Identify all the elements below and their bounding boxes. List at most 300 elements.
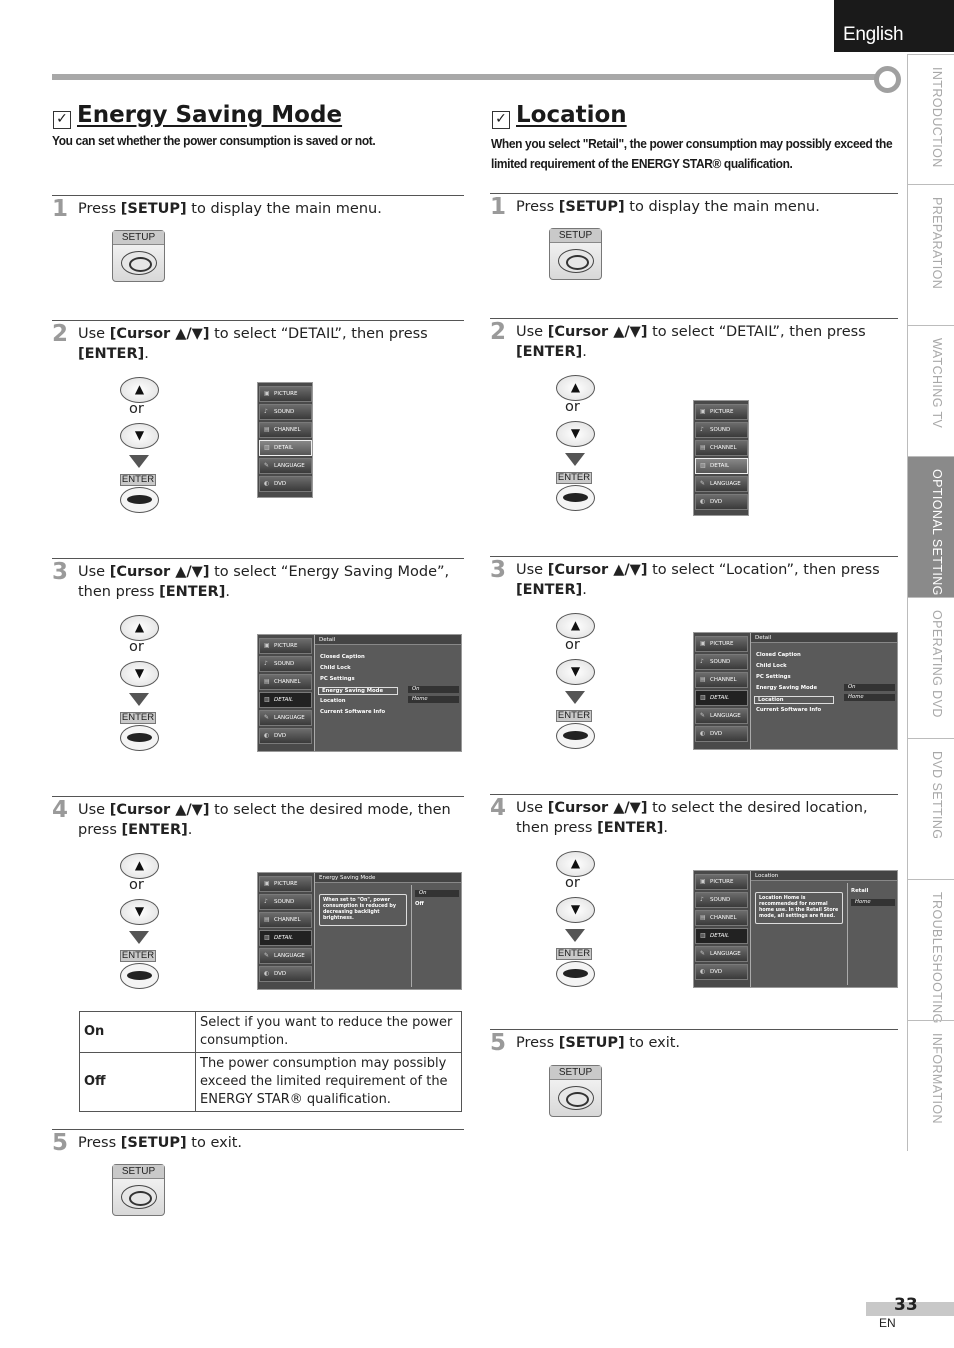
enter-label: ENTER — [557, 472, 591, 483]
chapter-tab[interactable] — [907, 879, 954, 1024]
chapter-tab[interactable] — [907, 456, 954, 597]
menu-sound-icon: ♪ — [700, 658, 704, 665]
arrow-down-icon — [565, 453, 585, 466]
instruction-text: . — [225, 584, 230, 600]
menu-channel-icon: ▤ — [700, 444, 706, 451]
menu-channel-icon: ▤ — [264, 678, 270, 685]
mode-key: Off — [80, 1053, 196, 1112]
menu-item-dvd[interactable] — [695, 964, 748, 980]
menu-item-label: DVD — [710, 969, 723, 975]
detail-value: On — [844, 684, 895, 691]
detail-row[interactable]: Energy Saving Mode — [756, 685, 818, 691]
menu-item-label: DETAIL — [710, 933, 730, 939]
menu-item-sound[interactable] — [695, 654, 748, 670]
menu-language-icon: ✎ — [264, 714, 270, 721]
menu-detail-icon: ▥ — [264, 444, 270, 451]
step-divider — [52, 195, 464, 196]
instruction-text: Use — [516, 324, 548, 340]
instruction-text: to display the main menu. — [624, 199, 820, 215]
step-number: 5 — [52, 1130, 69, 1156]
detail-row[interactable]: PC Settings — [320, 676, 355, 682]
detail-panel-title: Detail — [751, 633, 897, 643]
menu-item-detail[interactable] — [259, 440, 312, 456]
menu-item-language[interactable] — [695, 476, 748, 492]
menu-item-label: SOUND — [274, 899, 295, 905]
step-instruction — [516, 560, 900, 600]
menu-item-label: SOUND — [274, 661, 295, 667]
menu-item-picture[interactable] — [695, 874, 748, 890]
cursor-down-button[interactable]: ▼ — [556, 897, 595, 923]
menu-item-label: DETAIL — [274, 935, 294, 941]
setup-button[interactable] — [549, 228, 602, 280]
detail-row[interactable]: Child Lock — [756, 663, 787, 669]
instruction-text: . — [582, 582, 587, 598]
menu-item-detail[interactable] — [695, 928, 748, 944]
instruction-text: . — [582, 344, 587, 360]
panel-divider — [411, 885, 412, 987]
step-number: 4 — [490, 795, 507, 821]
key-name: [SETUP] — [558, 199, 625, 215]
menu-language-icon: ✎ — [264, 952, 270, 959]
or-label: or — [565, 875, 580, 891]
menu-sidebar — [695, 636, 748, 744]
page-number: 33 — [894, 1295, 918, 1315]
step-instruction — [516, 197, 900, 217]
key-name: [ENTER] — [516, 344, 583, 360]
step-number: 1 — [490, 194, 507, 220]
step-divider — [490, 556, 898, 557]
menu-sidebar — [259, 386, 312, 494]
checkbox-icon: ✓ — [492, 111, 510, 129]
key-name: [Cursor ▲/▼] — [109, 326, 210, 342]
menu-item-language[interactable] — [695, 708, 748, 724]
key-name: [Cursor ▲/▼] — [547, 324, 648, 340]
menu-item-label: CHANNEL — [710, 677, 737, 683]
menu-item-label: CHANNEL — [710, 915, 737, 921]
cursor-up-button[interactable]: ▲ — [556, 375, 595, 401]
detail-panel-title: Detail — [315, 635, 461, 645]
key-name: [SETUP] — [120, 1135, 187, 1151]
menu-item-label: LANGUAGE — [274, 463, 305, 469]
chapter-tab-label: PREPARATION — [930, 197, 944, 290]
menu-item-label: PICTURE — [274, 643, 298, 649]
cursor-up-button[interactable]: ▲ — [120, 377, 159, 403]
cursor-enter-buttons — [118, 377, 162, 517]
instruction-text: Press — [516, 199, 559, 215]
menu-channel-icon: ▤ — [700, 914, 706, 921]
chapter-tab-label: INTRODUCTION — [930, 67, 944, 168]
menu-item-dvd[interactable] — [259, 966, 312, 982]
menu-picture-icon: ▣ — [264, 642, 270, 649]
intro-line: When you select "Retail", the power consumption may possibly exceed the — [491, 136, 893, 151]
section-title-location: ✓ Location — [492, 102, 627, 128]
or-label: or — [565, 399, 580, 415]
step-number: 3 — [52, 559, 69, 585]
menu-item-label: PICTURE — [274, 881, 298, 887]
step-divider — [52, 558, 464, 559]
option-item[interactable]: Retail — [851, 888, 869, 894]
instruction-text: to select “Energy Saving Mode”, then press — [78, 564, 450, 600]
cursor-enter-buttons — [554, 613, 598, 753]
detail-row[interactable]: Current Software Info — [756, 707, 822, 713]
instruction-text: to display the main menu. — [186, 201, 382, 217]
chapter-tab-label: OPTIONAL SETTING — [930, 469, 944, 596]
menu-item-label: DVD — [274, 481, 287, 487]
option-item[interactable]: Off — [415, 901, 424, 907]
menu-detail-icon: ▥ — [700, 932, 706, 939]
table-row — [80, 1012, 462, 1053]
menu-sound-icon: ♪ — [264, 408, 268, 415]
option-note: When set to "On", power consumption is reduced by decreasing backlight brightness. — [319, 894, 407, 926]
menu-item-label: CHANNEL — [274, 427, 301, 433]
step-number: 1 — [52, 196, 69, 222]
key-name: [Cursor ▲/▼] — [547, 800, 648, 816]
cursor-enter-buttons — [118, 615, 162, 755]
menu-item-dvd[interactable] — [695, 726, 748, 742]
section-title-energy-saving: ✓ Energy Saving Mode — [53, 102, 342, 128]
menu-item-label: LANGUAGE — [274, 715, 305, 721]
menu-language-icon: ✎ — [700, 950, 706, 957]
menu-item-dvd[interactable] — [695, 494, 748, 510]
menu-channel-icon: ▤ — [264, 426, 270, 433]
cursor-down-button[interactable]: ▼ — [120, 423, 159, 449]
detail-row[interactable]: Child Lock — [320, 665, 351, 671]
cursor-down-button[interactable]: ▼ — [556, 421, 595, 447]
key-name: [ENTER] — [159, 584, 226, 600]
instruction-text: . — [187, 822, 193, 838]
chapter-tab[interactable] — [907, 1020, 954, 1151]
enter-button[interactable] — [556, 961, 595, 987]
cursor-down-button[interactable]: ▼ — [120, 661, 159, 687]
cursor-down-button[interactable]: ▼ — [556, 659, 595, 685]
chapter-tab-label: OPERATING DVD — [930, 610, 944, 718]
menu-item-channel[interactable] — [695, 440, 748, 456]
detail-row[interactable]: Energy Saving Mode — [318, 687, 398, 695]
menu-channel-icon: ▤ — [264, 916, 270, 923]
menu-item-label: LANGUAGE — [710, 951, 741, 957]
menu-item-language[interactable] — [259, 948, 312, 964]
step-divider — [490, 318, 898, 319]
menu-item-picture[interactable] — [259, 876, 312, 892]
menu-item-label: SOUND — [710, 897, 731, 903]
menu-item-label: DVD — [274, 971, 287, 977]
setup-oval-icon — [558, 249, 594, 273]
enter-button[interactable] — [120, 487, 159, 513]
enter-button[interactable] — [556, 485, 595, 511]
top-rule — [52, 74, 878, 80]
menu-item-label: DVD — [274, 733, 287, 739]
cursor-up-button[interactable]: ▲ — [120, 615, 159, 641]
detail-row[interactable]: Location — [320, 698, 346, 704]
step-instruction — [516, 1033, 900, 1053]
menu-item-dvd[interactable] — [259, 728, 312, 744]
instruction-text: to select the desired location, then press — [516, 800, 868, 836]
menu-item-label: CHANNEL — [274, 679, 301, 685]
instruction-text: Press — [78, 201, 121, 217]
instruction-text: Use — [78, 802, 110, 818]
key-name: [ENTER] — [121, 822, 188, 838]
enter-button[interactable] — [120, 725, 159, 751]
setup-button[interactable] — [112, 1164, 165, 1216]
menu-item-channel[interactable] — [695, 910, 748, 926]
menu-language-icon: ✎ — [264, 462, 270, 469]
key-name: [SETUP] — [120, 201, 187, 217]
instruction-text: Press — [516, 1035, 559, 1051]
key-name: [ENTER] — [78, 346, 145, 362]
menu-dvd-icon: ◐ — [264, 480, 270, 487]
tv-menu-option — [257, 872, 462, 990]
menu-item-label: DETAIL — [274, 445, 294, 451]
menu-channel-icon: ▤ — [700, 676, 706, 683]
menu-item-label: DVD — [710, 499, 723, 505]
enter-label: ENTER — [121, 474, 155, 485]
menu-item-label: PICTURE — [710, 409, 734, 415]
step-divider — [52, 1129, 464, 1130]
setup-label: SETUP — [113, 1165, 164, 1179]
detail-value: Home — [844, 694, 895, 701]
menu-sound-icon: ♪ — [700, 426, 704, 433]
menu-detail-icon: ▥ — [264, 934, 270, 941]
key-name: [Cursor ▲/▼] — [547, 562, 648, 578]
step-instruction — [516, 798, 900, 838]
key-name: [SETUP] — [558, 1035, 625, 1051]
menu-item-label: CHANNEL — [710, 445, 737, 451]
step-instruction — [516, 322, 900, 362]
menu-item-sound[interactable] — [259, 894, 312, 910]
instruction-text: Use — [78, 326, 110, 342]
step-instruction — [78, 562, 466, 602]
menu-item-picture[interactable] — [259, 638, 312, 654]
menu-item-channel[interactable] — [695, 672, 748, 688]
enter-label: ENTER — [121, 712, 155, 723]
menu-item-picture[interactable] — [695, 636, 748, 652]
menu-item-language[interactable] — [695, 946, 748, 962]
step-divider — [490, 794, 898, 795]
enter-label: ENTER — [557, 710, 591, 721]
arrow-down-icon — [129, 693, 149, 706]
menu-item-channel[interactable] — [259, 912, 312, 928]
option-item[interactable]: Home — [851, 899, 895, 906]
menu-item-channel[interactable] — [259, 422, 312, 438]
checkbox-icon: ✓ — [53, 111, 71, 129]
enter-button[interactable] — [556, 723, 595, 749]
menu-item-language[interactable] — [259, 458, 312, 474]
cursor-up-button[interactable]: ▲ — [556, 613, 595, 639]
option-panel — [750, 871, 897, 987]
table-row — [80, 1053, 462, 1112]
cursor-enter-buttons — [554, 375, 598, 515]
instruction-text: Use — [516, 562, 548, 578]
menu-sidebar — [259, 638, 312, 746]
section-intro-location — [491, 134, 892, 174]
menu-item-label: SOUND — [710, 427, 731, 433]
chapter-tab[interactable] — [907, 738, 954, 879]
instruction-text: to select “DETAIL”, then press — [209, 326, 428, 342]
step-divider — [490, 1029, 898, 1030]
instruction-text: . — [663, 820, 668, 836]
menu-item-label: DETAIL — [274, 697, 294, 703]
instruction-text: Use — [516, 800, 548, 816]
chapter-tab-label: DVD SETTING — [930, 751, 944, 840]
menu-sidebar — [259, 876, 312, 984]
mode-value: The power consumption may possibly exceed the limited requirement of the ENERGY STAR® qualification. — [196, 1053, 462, 1112]
enter-label: ENTER — [557, 948, 591, 959]
menu-item-detail[interactable] — [695, 458, 748, 474]
detail-panel — [314, 635, 461, 751]
instruction-text: . — [144, 346, 149, 362]
setup-label: SETUP — [113, 231, 164, 245]
menu-item-detail[interactable] — [259, 692, 312, 708]
mode-description-table — [79, 1011, 462, 1112]
detail-value: On — [408, 686, 459, 693]
step-instruction — [78, 199, 466, 219]
top-rule-circle — [874, 66, 901, 93]
setup-label: SETUP — [550, 229, 601, 243]
menu-item-dvd[interactable] — [259, 476, 312, 492]
menu-item-label: DETAIL — [710, 463, 730, 469]
chapter-tab-label: TROUBLESHOOTING — [930, 892, 944, 1024]
menu-dvd-icon: ◐ — [700, 498, 706, 505]
or-label: or — [129, 401, 144, 417]
setup-oval-icon — [121, 251, 157, 275]
detail-row[interactable]: Closed Caption — [320, 654, 365, 660]
option-panel-title: Energy Saving Mode — [315, 873, 461, 883]
menu-language-icon: ✎ — [700, 712, 706, 719]
menu-sound-icon: ♪ — [700, 896, 704, 903]
menu-item-label: SOUND — [710, 659, 731, 665]
chapter-tab[interactable] — [907, 597, 954, 738]
menu-item-detail[interactable] — [259, 930, 312, 946]
detail-row[interactable]: PC Settings — [756, 674, 791, 680]
arrow-down-icon — [129, 455, 149, 468]
enter-button[interactable] — [120, 963, 159, 989]
menu-item-detail[interactable] — [695, 690, 748, 706]
menu-item-picture[interactable] — [695, 404, 748, 420]
cursor-enter-buttons — [118, 853, 162, 993]
menu-item-label: PICTURE — [710, 641, 734, 647]
setup-oval-icon — [121, 1185, 157, 1209]
chapter-tab[interactable] — [907, 325, 954, 456]
instruction-text: to select “Location”, then press — [647, 562, 880, 578]
section-intro-energy-saving: You can set whether the power consumption is saved or not. — [52, 133, 376, 148]
setup-label: SETUP — [550, 1066, 601, 1080]
step-number: 5 — [490, 1030, 507, 1056]
mode-key: On — [80, 1012, 196, 1053]
chapter-tab[interactable] — [907, 184, 954, 325]
menu-picture-icon: ▣ — [700, 878, 706, 885]
instruction-text: to exit. — [186, 1135, 243, 1151]
step-instruction — [78, 800, 466, 840]
setup-oval-icon — [558, 1086, 594, 1110]
chapter-tab-label: WATCHING TV — [930, 338, 944, 429]
menu-item-label: SOUND — [274, 409, 295, 415]
menu-item-sound[interactable] — [259, 656, 312, 672]
menu-detail-icon: ▥ — [264, 696, 270, 703]
setup-button[interactable] — [549, 1065, 602, 1117]
menu-item-sound[interactable] — [695, 892, 748, 908]
step-number: 3 — [490, 557, 507, 583]
menu-item-picture[interactable] — [259, 386, 312, 402]
menu-dvd-icon: ◐ — [700, 730, 706, 737]
menu-item-channel[interactable] — [259, 674, 312, 690]
arrow-down-icon — [565, 929, 585, 942]
cursor-up-button[interactable]: ▲ — [556, 851, 595, 877]
menu-picture-icon: ▣ — [700, 408, 706, 415]
step-instruction — [78, 1133, 466, 1153]
menu-item-label: LANGUAGE — [710, 713, 741, 719]
option-panel-title: Location — [751, 871, 897, 881]
menu-item-label: PICTURE — [274, 391, 298, 397]
tv-menu-detail — [257, 634, 462, 752]
instruction-text: to exit. — [624, 1035, 681, 1051]
menu-item-sound[interactable] — [695, 422, 748, 438]
menu-item-label: LANGUAGE — [274, 953, 305, 959]
key-name: [Cursor ▲/▼] — [109, 564, 210, 580]
mode-value: Select if you want to reduce the power consumption. — [196, 1012, 462, 1053]
menu-detail-icon: ▥ — [700, 462, 706, 469]
menu-sound-icon: ♪ — [264, 660, 268, 667]
menu-sound-icon: ♪ — [264, 898, 268, 905]
menu-dvd-icon: ◐ — [264, 732, 270, 739]
instruction-text: Press — [78, 1135, 121, 1151]
menu-item-label: LANGUAGE — [710, 481, 741, 487]
option-panel — [314, 873, 461, 989]
instruction-text: Use — [78, 564, 110, 580]
menu-item-label: DETAIL — [710, 695, 730, 701]
detail-row[interactable]: Location — [754, 696, 834, 704]
detail-value: Home — [408, 696, 459, 703]
detail-panel — [750, 633, 897, 749]
tv-menu-main — [257, 382, 313, 498]
cursor-down-button[interactable]: ▼ — [120, 899, 159, 925]
menu-item-language[interactable] — [259, 710, 312, 726]
menu-picture-icon: ▣ — [700, 640, 706, 647]
setup-button[interactable] — [112, 230, 165, 282]
tv-menu-option — [693, 870, 898, 988]
menu-detail-icon: ▥ — [700, 694, 706, 701]
option-item[interactable]: On — [415, 890, 459, 897]
key-name: [ENTER] — [597, 820, 664, 836]
tv-menu-detail — [693, 632, 898, 750]
key-name: [Cursor ▲/▼] — [109, 802, 210, 818]
menu-sidebar — [695, 404, 748, 512]
or-label: or — [565, 637, 580, 653]
menu-item-label: DVD — [710, 731, 723, 737]
step-divider — [52, 796, 464, 797]
tv-menu-main — [693, 400, 749, 516]
menu-item-sound[interactable] — [259, 404, 312, 420]
chapter-tab[interactable] — [907, 54, 954, 184]
menu-picture-icon: ▣ — [264, 390, 270, 397]
step-instruction — [78, 324, 466, 364]
instruction-text: to select the desired mode, then press — [78, 802, 451, 838]
panel-divider — [847, 883, 848, 985]
instruction-text: to select “DETAIL”, then press — [647, 324, 866, 340]
arrow-down-icon — [129, 931, 149, 944]
intro-line: limited requirement of the ENERGY STAR® qualification. — [491, 156, 793, 171]
menu-dvd-icon: ◐ — [264, 970, 270, 977]
detail-row[interactable]: Current Software Info — [320, 709, 386, 715]
step-number: 2 — [490, 319, 507, 345]
step-number: 4 — [52, 797, 69, 823]
key-name: [ENTER] — [516, 582, 583, 598]
cursor-up-button[interactable]: ▲ — [120, 853, 159, 879]
or-label: or — [129, 877, 144, 893]
menu-sidebar — [695, 874, 748, 982]
menu-item-label: PICTURE — [710, 879, 734, 885]
detail-row[interactable]: Closed Caption — [756, 652, 801, 658]
menu-picture-icon: ▣ — [264, 880, 270, 887]
